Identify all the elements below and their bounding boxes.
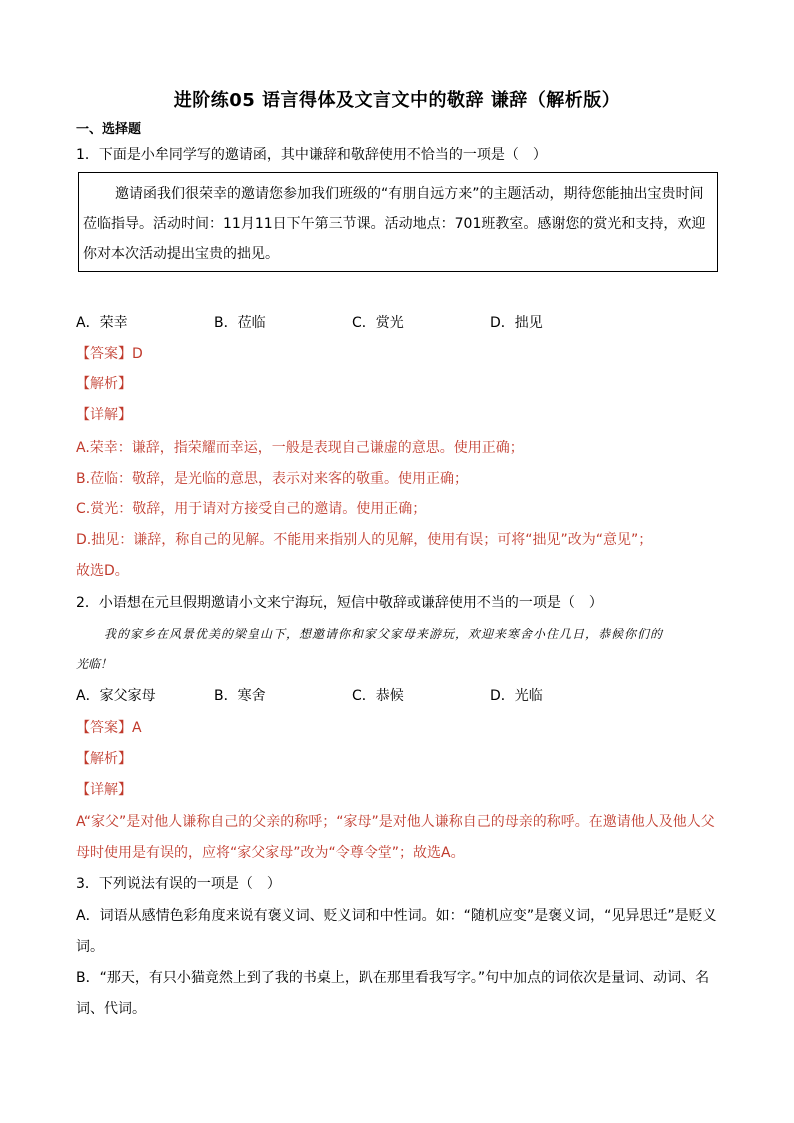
q1-option-d: D．拙见 (490, 315, 543, 331)
q1-detail-label: 【详解】 (76, 407, 132, 423)
q3-option-a-line-2: 词。 (76, 939, 104, 955)
q3-option-a-line-1: A．词语从感情色彩角度来说有褒义词、贬义词和中性词。如：“随机应变”是褒义词，“见异思迁”是贬义 (76, 908, 717, 924)
q1-explain-c: C.赏光：敬辞，用于请对方接受自己的邀请。使用正确； (76, 501, 427, 517)
q3-option-b-line-2: 词、代词。 (76, 1001, 146, 1017)
q1-stem: 1．下面是小牟同学写的邀请函，其中谦辞和敬辞使用不恰当的一项是（ ） (76, 147, 547, 163)
q2-option-d: D．光临 (490, 688, 543, 704)
q1-explain-b: B.莅临：敬辞，是光临的意思，表示对来客的敬重。使用正确； (76, 471, 469, 487)
q2-stem: 2．小语想在元旦假期邀请小文来宁海玩，短信中敬辞或谦辞使用不当的一项是（ ） (76, 595, 603, 611)
q3-stem: 3．下列说法有误的一项是（ ） (76, 876, 281, 892)
q2-explain-line-2: 母时使用是有误的，应将“家父家母”改为“令尊令堂”；故选A。 (76, 845, 465, 861)
q1-conclusion: 故选D。 (76, 563, 129, 579)
q1-box-line-1: 邀请函我们很荣幸的邀请您参加我们班级的“有朋自远方来”的主题活动，期待您能抽出宝贵时间 (115, 186, 704, 202)
q2-option-c: C．恭候 (352, 688, 404, 704)
q1-analysis-label: 【解析】 (76, 376, 132, 392)
q1-box-line-3: 你对本次活动提出宝贵的拙见。 (83, 246, 279, 262)
section-heading: 一、选择题 (76, 122, 142, 137)
q2-option-b: B．寒舍 (214, 688, 266, 704)
q2-option-a: A．家父家母 (76, 688, 156, 704)
q1-invitation-box (78, 172, 718, 272)
page-title: 进阶练05 语言得体及文言文中的敬辞 谦辞（解析版） (173, 90, 621, 111)
q1-answer: 【答案】D (76, 346, 143, 362)
q1-explain-d: D.拙见：谦辞，称自己的见解。不能用来指别人的见解，使用有误；可将“拙见”改为“意见”； (76, 532, 653, 548)
q2-analysis-label: 【解析】 (76, 751, 132, 767)
q3-option-b-line-1: B．“那天，有只小猫竟然上到了我的书桌上，趴在那里看我写字。”句中加点的词依次是量词、动词、名 (76, 970, 710, 986)
q2-answer: 【答案】A (76, 720, 142, 736)
q2-message-line-2: 光临！ (76, 657, 113, 671)
q1-option-b: B．莅临 (214, 315, 266, 331)
q2-explain-line-1: A“家父”是对他人谦称自己的父亲的称呼；“家母”是对他人谦称自己的母亲的称呼。在邀请他人及他人父 (76, 814, 715, 830)
q1-explain-a: A.荣幸：谦辞，指荣耀而幸运，一般是表现自己谦虚的意思。使用正确； (76, 440, 524, 456)
q1-box-line-2: 莅临指导。活动时间：11月11日下午第三节课。活动地点：701班教室。感谢您的赏光和支持，欢迎 (83, 216, 706, 232)
q2-message-line-1: 我的家乡在风景优美的梁皇山下，想邀请你和家父家母来游玩，欢迎来寒舍小住几日，恭候你们的 (104, 627, 664, 641)
q2-detail-label: 【详解】 (76, 782, 132, 798)
q1-option-c: C．赏光 (352, 315, 404, 331)
q1-option-a: A．荣幸 (76, 315, 128, 331)
